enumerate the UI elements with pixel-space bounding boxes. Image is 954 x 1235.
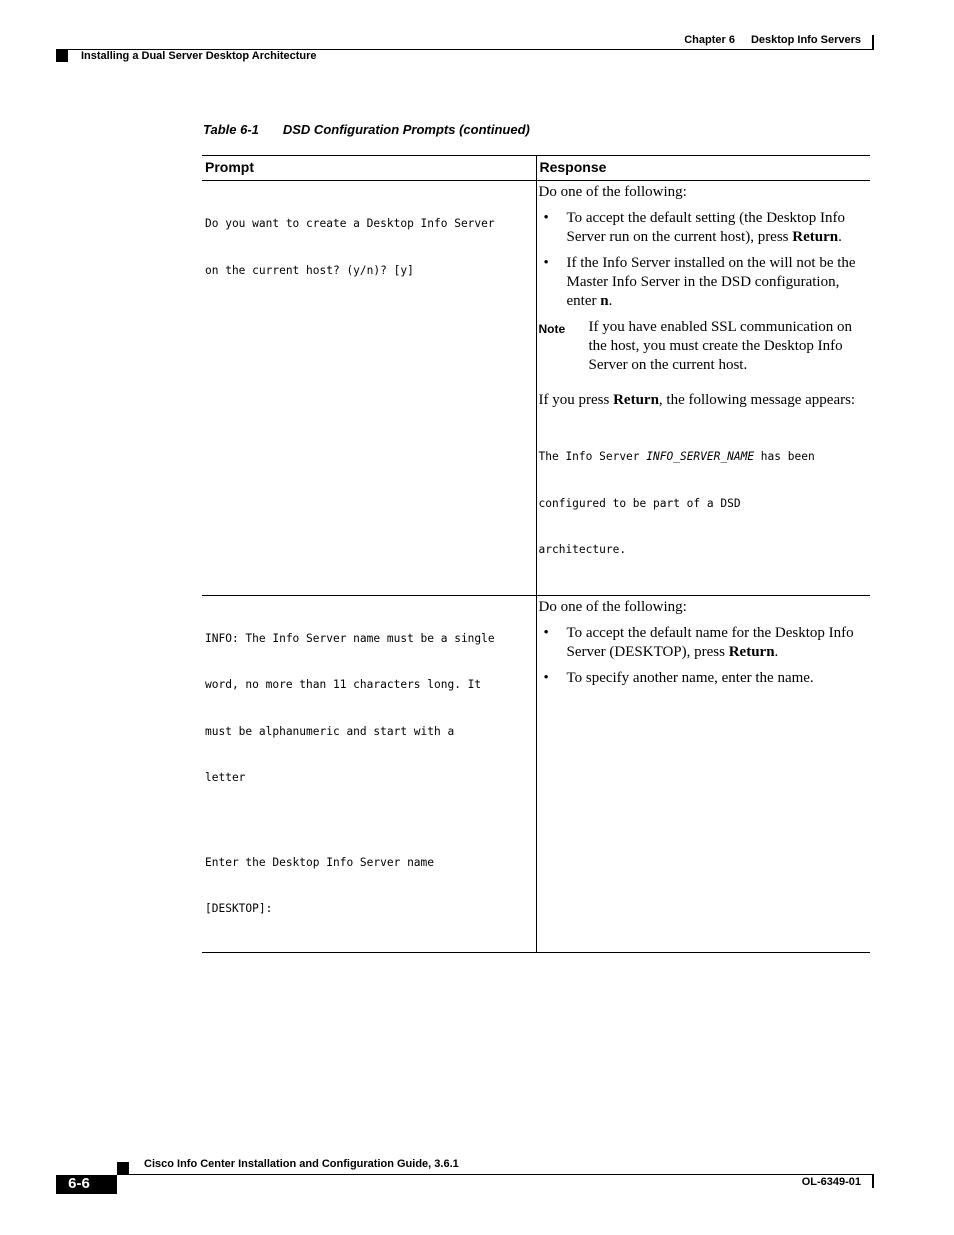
running-header-chapter — [684, 34, 861, 46]
header-tick-mark — [872, 35, 874, 50]
chapter-number: Chapter 6 — [684, 34, 735, 46]
message-variable: INFO_SERVER_NAME — [646, 450, 755, 463]
note-box — [539, 318, 867, 375]
note-text: If you have enabled SSL communication on the host, you must create the Desktop Info Server on the current host. — [588, 319, 853, 373]
response-bullet: • To specify another name, enter the name. — [543, 669, 814, 686]
prompt-line: letter — [205, 771, 246, 784]
table-header-row — [202, 156, 870, 181]
table-caption — [203, 122, 530, 137]
note-label: Note — [538, 322, 566, 336]
column-header-response: Response — [539, 159, 607, 175]
message-line: architecture. — [538, 543, 627, 556]
prompt-cell — [202, 595, 536, 952]
footer-rule — [117, 1174, 874, 1175]
prompt-line: Enter the Desktop Info Server name — [205, 855, 435, 869]
response-cell — [536, 181, 870, 596]
prompt-text — [205, 600, 528, 948]
table-row — [202, 595, 870, 952]
bullet-icon: • — [543, 255, 549, 271]
footer-block-marker — [117, 1162, 129, 1174]
response-bullet: • To accept the default name for the Desktop Info Server (DESKTOP), press Return. — [543, 624, 854, 660]
bullet-icon: • — [543, 669, 549, 686]
response-bullet: • If the Info Server installed on the will not be the Master Info Server in the DSD configuration, enter n. — [543, 255, 856, 309]
prompt-cell — [202, 181, 536, 596]
header-block-marker — [56, 50, 68, 62]
table-title: DSD Configuration Prompts (continued) — [282, 122, 530, 137]
table-number: Table 6-1 — [203, 122, 259, 137]
table-row — [202, 181, 870, 596]
page-number: 6-6 — [68, 1175, 90, 1192]
prompt-text — [205, 185, 528, 309]
prompt-line: must be alphanumeric and start with a — [205, 724, 455, 738]
footer-tick-mark — [872, 1175, 874, 1188]
prompt-line: word, no more than 11 characters long. It — [205, 678, 482, 691]
response-cell — [536, 595, 870, 952]
prompt-line: Do you want to create a Desktop Info Server — [205, 217, 495, 230]
guide-title: Cisco Info Center Installation and Configuration Guide, 3.6.1 — [144, 1158, 459, 1170]
message-line: configured to be part of a DSD — [538, 496, 741, 510]
chapter-title: Desktop Info Servers — [750, 34, 861, 46]
response-intro: Do one of the following: — [538, 598, 687, 615]
prompt-line: [DESKTOP]: — [205, 902, 273, 915]
dsd-configuration-table — [202, 155, 870, 953]
system-message — [539, 418, 867, 589]
column-header-prompt: Prompt — [202, 156, 536, 181]
response-bullet-list — [539, 209, 867, 311]
response-intro: Do one of the following: — [538, 184, 687, 200]
response-bullet: • To accept the default setting (the Desktop Info Server run on the current host), press Return. — [543, 210, 845, 245]
prompt-line: INFO: The Info Server name must be a single — [205, 631, 495, 645]
section-title: Installing a Dual Server Desktop Architecture — [81, 50, 317, 62]
bullet-icon: • — [543, 210, 549, 226]
response-bullet-list — [539, 624, 867, 688]
response-paragraph: If you press Return, the following message appears: — [538, 392, 856, 408]
prompt-line: on the current host? (y/n)? [y] — [205, 263, 414, 277]
message-line: The Info Server INFO_SERVER_NAME has been — [538, 450, 815, 463]
bullet-icon: • — [543, 624, 549, 641]
document-id: OL-6349-01 — [801, 1176, 861, 1188]
